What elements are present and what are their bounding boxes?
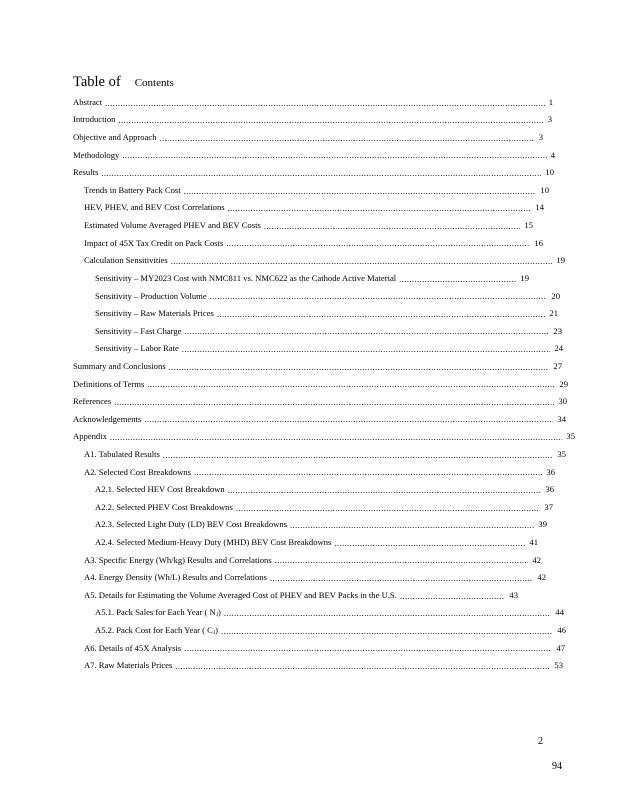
toc-entry-label: Summary and Conclusions bbox=[73, 360, 166, 371]
toc-entry-page: 27 bbox=[553, 360, 562, 371]
toc-entry-page: 10 bbox=[545, 167, 554, 178]
toc-entry-page: 46 bbox=[557, 625, 566, 636]
toc-entry[interactable] bbox=[0, 128, 543, 146]
toc-entry-page: 14 bbox=[535, 202, 544, 213]
toc-entry-label: Appendix bbox=[73, 431, 107, 442]
dot-leader bbox=[110, 433, 563, 442]
toc-entry[interactable] bbox=[0, 428, 575, 446]
toc-entry[interactable] bbox=[0, 304, 558, 322]
toc-entry-label: A2.1. Selected HEV Cost Breakdown bbox=[95, 484, 225, 495]
toc-entry-label: A5.2. Pack Cost for Each Year ( Cⱼ) bbox=[95, 624, 219, 635]
toc-entry[interactable] bbox=[0, 269, 529, 287]
toc-entry[interactable] bbox=[0, 216, 533, 234]
toc-entry-label: Estimated Volume Averaged PHEV and BEV Costs bbox=[84, 220, 261, 231]
toc-entry-page: 42 bbox=[532, 554, 541, 565]
toc-entry-label: Methodology bbox=[73, 149, 120, 160]
dot-leader bbox=[184, 187, 537, 196]
toc-entry[interactable] bbox=[0, 322, 562, 340]
dot-leader bbox=[118, 116, 543, 125]
toc-entry[interactable] bbox=[0, 445, 566, 463]
toc-entry[interactable] bbox=[0, 604, 564, 622]
toc-entry[interactable] bbox=[0, 621, 566, 639]
toc-entry-page: 24 bbox=[554, 343, 563, 354]
toc-entry[interactable] bbox=[0, 498, 553, 516]
toc-entry[interactable] bbox=[0, 410, 566, 428]
toc-entry-label: A2.2. Selected PHEV Cost Breakdowns bbox=[95, 501, 233, 512]
toc-heading-part2: Contents bbox=[134, 77, 174, 89]
toc-entry-page: 4 bbox=[550, 149, 555, 160]
dot-leader bbox=[122, 151, 546, 160]
toc-entry-page: 44 bbox=[555, 607, 564, 618]
dot-leader bbox=[105, 99, 545, 108]
toc-entry-page: 30 bbox=[558, 396, 567, 407]
toc-entry-label: Introduction bbox=[73, 114, 116, 125]
dot-leader bbox=[400, 592, 506, 601]
toc-entry[interactable] bbox=[0, 234, 543, 252]
toc-entry-label: A2.3. Selected Light Duty (LD) BEV Cost Breakdowns bbox=[95, 519, 287, 530]
dot-leader bbox=[185, 327, 550, 336]
toc-entry-label: A5.1. Pack Sales for Each Year ( Nⱼ) bbox=[95, 606, 221, 617]
sheet-number: 94 bbox=[552, 761, 562, 772]
dot-leader bbox=[114, 398, 554, 407]
dot-leader bbox=[101, 169, 541, 178]
dot-leader bbox=[144, 415, 553, 424]
toc-entry[interactable] bbox=[0, 480, 554, 498]
toc-entry-label: Abstract bbox=[73, 96, 103, 107]
toc-entry-label: Sensitivity – Production Volume bbox=[95, 290, 207, 301]
toc-entry-label: A4. Energy Density (Wh/L) Results and Correlations bbox=[84, 572, 267, 583]
toc-entry-page: 10 bbox=[540, 184, 549, 195]
toc-entry[interactable] bbox=[0, 463, 555, 481]
toc-entry-page: 41 bbox=[529, 537, 538, 548]
dot-leader bbox=[160, 134, 535, 143]
toc-entry[interactable] bbox=[0, 657, 563, 675]
dot-leader bbox=[334, 539, 525, 548]
dot-leader bbox=[270, 574, 534, 583]
toc-entry-page: 37 bbox=[544, 501, 553, 512]
toc-entry-label: Acknowledgements bbox=[73, 413, 142, 424]
toc-entry[interactable] bbox=[0, 392, 567, 410]
toc-entry-label: A2.4. Selected Medium-Heavy Duty (MHD) BEV Cost Breakdowns bbox=[95, 537, 332, 548]
dot-leader bbox=[210, 292, 548, 301]
dot-leader bbox=[182, 345, 551, 354]
toc-entry-label: A2. Selected Cost Breakdowns bbox=[84, 466, 191, 477]
toc-entry-page: 3 bbox=[547, 114, 552, 125]
toc-entry-label: A7. Raw Materials Prices bbox=[84, 660, 173, 671]
toc-entry[interactable] bbox=[0, 375, 568, 393]
toc-entry-label: Sensitivity – MY2023 Cost with NMC811 vs. NMC622 as the Cathode Active Material bbox=[95, 272, 397, 283]
toc-entry-page: 15 bbox=[524, 220, 533, 231]
toc-entry[interactable] bbox=[0, 551, 541, 569]
dot-leader bbox=[275, 556, 529, 565]
dot-leader bbox=[290, 521, 534, 530]
toc-entry-page: 39 bbox=[538, 519, 547, 530]
toc-entry-label: Impact of 45X Tax Credit on Pack Costs bbox=[84, 237, 224, 248]
toc-entry-label: A3. Specific Energy (Wh/kg) Results and Correlations bbox=[84, 554, 272, 565]
toc-entry-page: 42 bbox=[537, 572, 546, 583]
toc-entry-label: Calculation Sensitivities bbox=[84, 255, 168, 266]
toc-entry[interactable] bbox=[0, 199, 544, 217]
toc-entry-page: 43 bbox=[509, 589, 518, 600]
toc-entry-label: Results bbox=[73, 167, 99, 178]
dot-leader bbox=[217, 310, 546, 319]
toc-entry[interactable] bbox=[0, 287, 560, 305]
toc-entry-page: 3 bbox=[538, 132, 543, 143]
toc-entry-page: 16 bbox=[534, 237, 543, 248]
toc-entry[interactable] bbox=[0, 516, 547, 534]
dot-leader bbox=[169, 363, 550, 372]
toc-entry-label: Definitions of Terms bbox=[73, 378, 145, 389]
toc-entry-page: 19 bbox=[520, 272, 529, 283]
toc-entry[interactable] bbox=[0, 568, 546, 586]
dot-leader bbox=[147, 380, 555, 389]
toc-entry-label: Sensitivity – Fast Charge bbox=[95, 325, 182, 336]
toc-entry-page: 35 bbox=[557, 448, 566, 459]
dot-leader bbox=[175, 662, 550, 671]
toc-entry-label: Objective and Approach bbox=[73, 132, 157, 143]
toc-entry[interactable] bbox=[0, 586, 518, 604]
toc-entry-label: A6. Details of 45X Analysis bbox=[84, 642, 182, 653]
toc-entry[interactable] bbox=[0, 111, 552, 129]
dot-leader bbox=[194, 468, 542, 477]
dot-leader bbox=[264, 222, 521, 231]
toc-entry-page: 47 bbox=[556, 642, 565, 653]
dot-leader bbox=[163, 451, 554, 460]
toc-entry-label: HEV, PHEV, and BEV Cost Correlations bbox=[84, 202, 225, 213]
toc-entry-label: A5. Details for Estimating the Volume Averaged Cost of PHEV and BEV Packs in the U.S. bbox=[84, 589, 397, 600]
table-of-contents bbox=[0, 93, 618, 674]
dot-leader bbox=[221, 627, 553, 636]
dot-leader bbox=[236, 504, 541, 513]
toc-entry-page: 1 bbox=[548, 96, 553, 107]
dot-leader bbox=[171, 257, 553, 266]
toc-entry[interactable] bbox=[0, 163, 554, 181]
dot-leader bbox=[399, 275, 516, 284]
toc-entry-page: 53 bbox=[554, 660, 563, 671]
dot-leader bbox=[228, 486, 542, 495]
toc-entry-page: 29 bbox=[559, 378, 568, 389]
dot-leader bbox=[184, 644, 552, 653]
toc-entry-page: 20 bbox=[551, 290, 560, 301]
toc-entry-label: Sensitivity – Labor Rate bbox=[95, 343, 179, 354]
page-number: 2 bbox=[538, 736, 543, 747]
toc-entry-page: 34 bbox=[557, 413, 566, 424]
dot-leader bbox=[224, 609, 552, 618]
toc-heading-part1: Table of bbox=[73, 74, 121, 90]
dot-leader bbox=[226, 239, 530, 248]
toc-entry-page: 36 bbox=[546, 466, 555, 477]
toc-entry-page: 21 bbox=[549, 308, 558, 319]
toc-entry-label: Sensitivity – Raw Materials Prices bbox=[95, 308, 214, 319]
toc-entry-page: 36 bbox=[545, 484, 554, 495]
toc-entry[interactable] bbox=[0, 251, 565, 269]
toc-entry-label: References bbox=[73, 396, 112, 407]
toc-entry[interactable] bbox=[0, 357, 562, 375]
toc-entry-page: 19 bbox=[556, 255, 565, 266]
toc-entry-label: A1. Tabulated Results bbox=[84, 448, 160, 459]
toc-entry-page: 35 bbox=[566, 431, 575, 442]
toc-entry[interactable] bbox=[0, 340, 563, 358]
toc-entry[interactable] bbox=[0, 93, 553, 111]
toc-entry-label: Trends in Battery Pack Cost bbox=[84, 184, 181, 195]
toc-entry[interactable] bbox=[0, 639, 565, 657]
toc-entry[interactable] bbox=[0, 146, 555, 164]
toc-heading bbox=[73, 73, 174, 91]
toc-entry-page: 23 bbox=[553, 325, 562, 336]
dot-leader bbox=[228, 204, 532, 213]
toc-entry[interactable] bbox=[0, 533, 538, 551]
toc-entry[interactable] bbox=[0, 181, 549, 199]
